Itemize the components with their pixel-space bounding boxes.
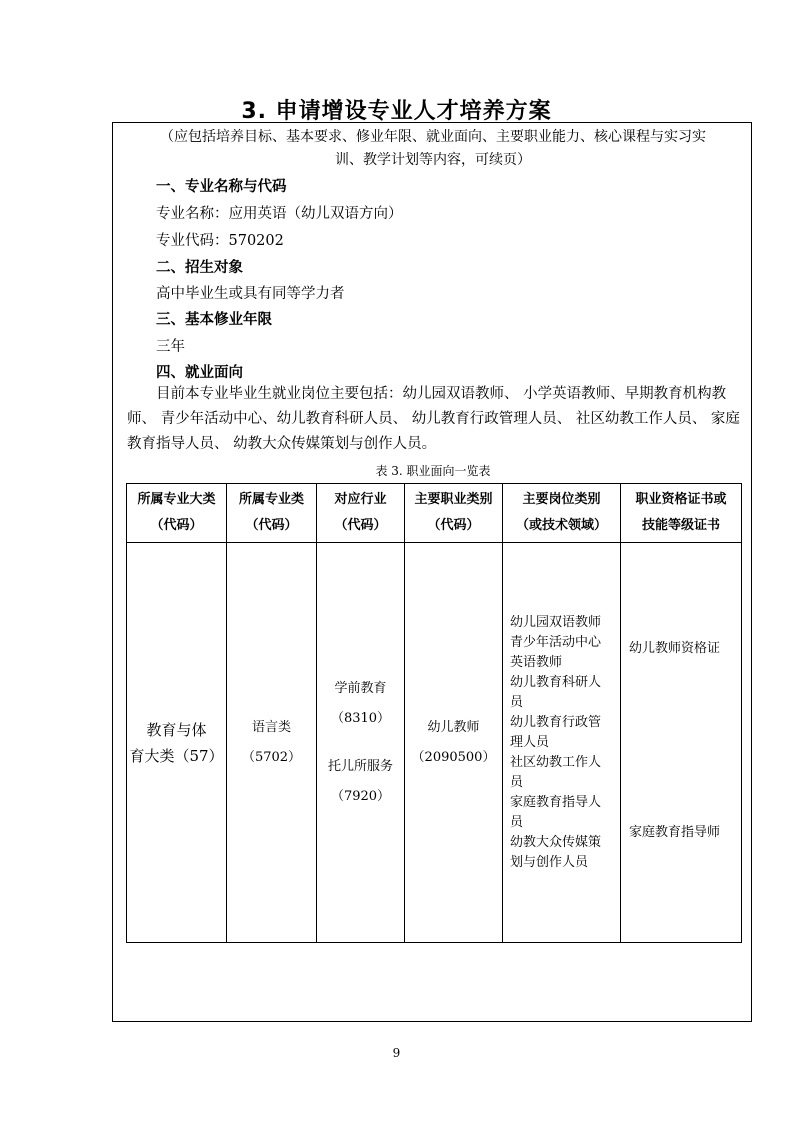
post-line: 社区幼教工作人 (510, 754, 602, 770)
cell-subcategory: 语言类 （5702） (227, 543, 317, 943)
cell-posts (503, 543, 621, 943)
post-line: 幼儿教育行政管 (510, 714, 602, 730)
certificate-teacher: 幼儿教师资格证 (629, 641, 721, 656)
section-heading-name-code: 一、专业名称与代码 (156, 179, 287, 195)
section-heading-employment: 四、就业面向 (156, 365, 243, 381)
table-header-row (127, 484, 742, 543)
header-occupation: 主要职业类别 （代码） (405, 484, 503, 543)
major-name: 专业名称：应用英语（幼儿双语方向） (156, 206, 403, 222)
content-frame (112, 122, 752, 1022)
post-line: 家庭教育指导人 (510, 794, 602, 810)
cell-category: 教育与体 育大类（57） (127, 543, 227, 943)
table-row (127, 543, 742, 943)
header-posts: 主要岗位类别 （或技术领域） (503, 484, 621, 543)
instruction-line: 训、教学计划等内容，可续页） (335, 152, 531, 168)
post-line: 员 (510, 694, 524, 710)
header-industry: 对应行业 （代码） (317, 484, 405, 543)
header-major-category: 所属专业大类 （代码） (127, 484, 227, 543)
post-line: 员 (510, 774, 524, 790)
cell-industry: 学前教育 （8310） 托儿所服务 （7920） (317, 543, 405, 943)
post-line: 英语教师 (510, 654, 563, 670)
instruction-note (113, 126, 753, 172)
post-line: 幼教大众传媒策 (510, 834, 602, 850)
enrollment-text: 高中毕业生或具有同等学力者 (156, 286, 345, 302)
post-line: 理人员 (510, 734, 550, 750)
header-certificates: 职业资格证书或 技能等级证书 (621, 484, 742, 543)
career-table (126, 483, 742, 943)
post-line: 员 (510, 814, 524, 830)
certificate-family-guide: 家庭教育指导师 (629, 825, 721, 840)
post-line: 青少年活动中心 (510, 634, 602, 650)
post-line: 幼儿教育科研人 (510, 674, 602, 690)
major-code: 专业代码：570202 (156, 233, 284, 249)
table-caption: 表 3. 职业面向一览表 (375, 464, 491, 478)
header-major-subcategory: 所属专业类 （代码） (227, 484, 317, 543)
cell-certificates (621, 543, 742, 943)
post-line: 幼儿园双语教师 (510, 614, 602, 630)
section-heading-enrollment: 二、招生对象 (156, 260, 243, 276)
instruction-line: （应包括培养目标、基本要求、修业年限、就业面向、主要职业能力、核心课程与实习实 (160, 129, 706, 145)
page-number: 9 (392, 1046, 401, 1060)
page-title: 3. 申请增设专业人才培养方案 (241, 99, 552, 124)
post-line: 划与创作人员 (510, 854, 589, 870)
employment-paragraph: 目前本专业毕业生就业岗位主要包括：幼儿园双语教师、 小学英语教师、早期教育机构教师、 青少年活动中心、幼儿教育科研人员、 幼儿教育行政管理人员、 社区幼教工作人员、 家庭教育指导人员、 幼教大众传媒策划与创作人员。 (127, 386, 740, 452)
section-heading-duration: 三、基本修业年限 (156, 312, 272, 328)
duration-text: 三年 (156, 339, 185, 355)
cell-occupation: 幼儿教师 （2090500） (405, 543, 503, 943)
